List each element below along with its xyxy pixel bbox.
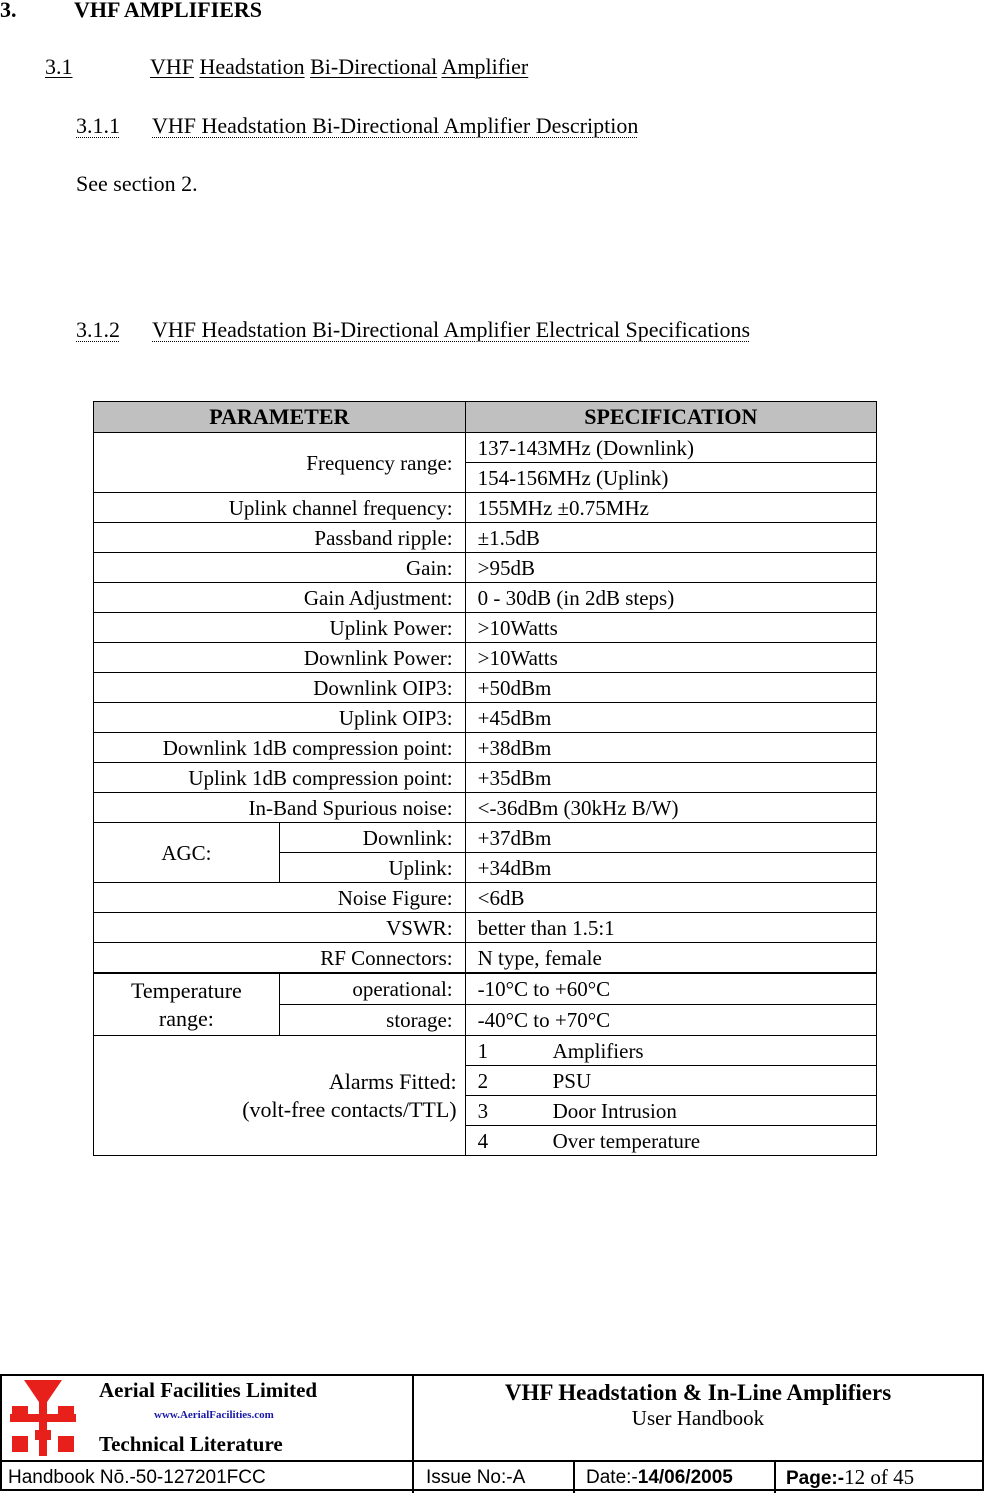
table-row — [94, 1036, 877, 1066]
specification-cell: +50dBm — [465, 673, 876, 703]
alarm-number: 2 — [477, 1068, 489, 1093]
alarm-item — [465, 1036, 876, 1066]
specification-cell: better than 1.5:1 — [465, 913, 876, 943]
agc-uplink-value: +34dBm — [465, 853, 876, 883]
table-row — [94, 583, 877, 613]
alarm-item — [465, 1066, 876, 1096]
table-row — [94, 613, 877, 643]
table-row — [94, 883, 877, 913]
frequency-downlink-value: 137-143MHz (Downlink) — [465, 433, 876, 463]
section-title: VHF AMPLIFIERS — [74, 0, 263, 22]
parameter-cell: VSWR: — [94, 913, 466, 943]
alarms-label: Alarms Fitted: — [328, 1068, 457, 1094]
parameter-cell: Downlink 1dB compression point: — [94, 733, 466, 763]
parameter-cell: Passband ripple: — [94, 523, 466, 553]
document-title: VHF Headstation & In-Line Amplifiers — [504, 1380, 892, 1405]
description-title: VHF Headstation Bi-Directional Amplifier Description — [152, 113, 639, 138]
parameter-cell: In-Band Spurious noise: — [94, 793, 466, 823]
parameter-cell: Noise Figure: — [94, 883, 466, 913]
specification-cell: +45dBm — [465, 703, 876, 733]
table-row — [94, 643, 877, 673]
parameter-cell: RF Connectors: — [94, 943, 466, 974]
subsection-heading — [45, 54, 529, 80]
table-row — [94, 433, 877, 463]
specification-cell: >10Watts — [465, 643, 876, 673]
agc-label: AGC: — [94, 823, 280, 883]
parameter-cell: Uplink channel frequency: — [94, 493, 466, 523]
agc-uplink-label: Uplink: — [279, 853, 465, 883]
date-label: Date:- — [586, 1467, 638, 1488]
specification-cell: N type, female — [465, 943, 876, 974]
specification-cell: <-36dBm (30kHz B/W) — [465, 793, 876, 823]
parameter-header: PARAMETER — [94, 402, 466, 433]
parameter-cell: Downlink Power: — [94, 643, 466, 673]
table-row — [94, 493, 877, 523]
subsection-word: Headstation — [199, 54, 305, 79]
alarms-label-cell — [94, 1036, 466, 1156]
table-row — [94, 823, 877, 853]
page-value: 12 of 45 — [844, 1465, 915, 1489]
temperature-operational-value: -10°C to +60°C — [465, 973, 876, 1005]
electrical-number: 3.1.2 — [76, 317, 120, 342]
electrical-heading — [76, 317, 751, 343]
table-row — [94, 703, 877, 733]
technical-literature-label: Technical Literature — [99, 1432, 283, 1456]
company-logo-icon — [8, 1378, 78, 1458]
handbook-number: Handbook Nō.-50-127201FCC — [8, 1467, 266, 1488]
specification-cell: ±1.5dB — [465, 523, 876, 553]
specification-cell: >95dB — [465, 553, 876, 583]
table-row — [94, 523, 877, 553]
alarm-item — [465, 1126, 876, 1156]
agc-downlink-value: +37dBm — [465, 823, 876, 853]
alarm-item — [465, 1096, 876, 1126]
subsection-word: VHF — [150, 54, 195, 79]
page-footer — [0, 1374, 984, 1491]
table-row — [94, 553, 877, 583]
alarm-text: PSU — [552, 1068, 592, 1093]
specification-cell: <6dB — [465, 883, 876, 913]
parameter-cell: Uplink 1dB compression point: — [94, 763, 466, 793]
parameter-cell: Uplink Power: — [94, 613, 466, 643]
agc-downlink-label: Downlink: — [279, 823, 465, 853]
alarms-sublabel: (volt-free contacts/TTL) — [242, 1096, 457, 1122]
electrical-title: VHF Headstation Bi-Directional Amplifier Electrical Specifications — [152, 317, 751, 342]
subsection-word: Bi-Directional — [310, 54, 438, 79]
alarm-text: Amplifiers — [552, 1038, 644, 1063]
frequency-uplink-value: 154-156MHz (Uplink) — [465, 463, 876, 493]
table-row — [94, 973, 877, 1005]
page-number — [786, 1462, 914, 1493]
temperature-range-label: Temperature range: — [94, 973, 280, 1036]
specification-cell: 155MHz ±0.75MHz — [465, 493, 876, 523]
temperature-storage-label: storage: — [279, 1005, 465, 1036]
specification-cell: +38dBm — [465, 733, 876, 763]
section-number: 3. — [0, 0, 17, 22]
company-name: Aerial Facilities Limited — [99, 1378, 318, 1402]
table-row — [94, 793, 877, 823]
issue-number: Issue No:-A — [426, 1467, 526, 1488]
table-row — [94, 733, 877, 763]
specification-cell: 0 - 30dB (in 2dB steps) — [465, 583, 876, 613]
parameter-cell: Uplink OIP3: — [94, 703, 466, 733]
specification-cell: +35dBm — [465, 763, 876, 793]
subsection-word: Amplifier — [441, 54, 529, 79]
document-subtitle: User Handbook — [631, 1406, 765, 1430]
alarm-number: 1 — [477, 1038, 489, 1063]
table-row — [94, 913, 877, 943]
company-url: www.AerialFacilities.com — [154, 1409, 274, 1421]
parameter-cell: Gain: — [94, 553, 466, 583]
alarm-number: 4 — [477, 1128, 489, 1153]
document-title-cell — [414, 1376, 982, 1460]
description-number: 3.1.1 — [76, 113, 120, 138]
specification-cell: >10Watts — [465, 613, 876, 643]
table-row — [94, 763, 877, 793]
date-value: 14/06/2005 — [637, 1467, 733, 1488]
parameter-cell: Downlink OIP3: — [94, 673, 466, 703]
subsection-number: 3.1 — [45, 54, 73, 79]
section-heading — [0, 0, 263, 23]
table-row — [94, 673, 877, 703]
description-body: See section 2. — [76, 171, 198, 196]
page-label: Page:- — [786, 1468, 845, 1489]
specification-header: SPECIFICATION — [465, 402, 876, 433]
specification-table — [93, 401, 877, 1156]
temperature-storage-value: -40°C to +70°C — [465, 1005, 876, 1036]
alarm-text: Door Intrusion — [552, 1098, 677, 1123]
description-heading — [76, 113, 639, 139]
alarm-number: 3 — [477, 1098, 489, 1123]
frequency-range-label: Frequency range: — [94, 433, 466, 493]
alarm-text: Over temperature — [552, 1128, 701, 1153]
parameter-cell: Gain Adjustment: — [94, 583, 466, 613]
logo-cell — [2, 1376, 414, 1460]
temperature-operational-label: operational: — [279, 973, 465, 1005]
table-header-row — [94, 402, 877, 433]
footer-info-row — [2, 1460, 982, 1493]
issue-date — [586, 1462, 733, 1493]
table-row — [94, 943, 877, 974]
